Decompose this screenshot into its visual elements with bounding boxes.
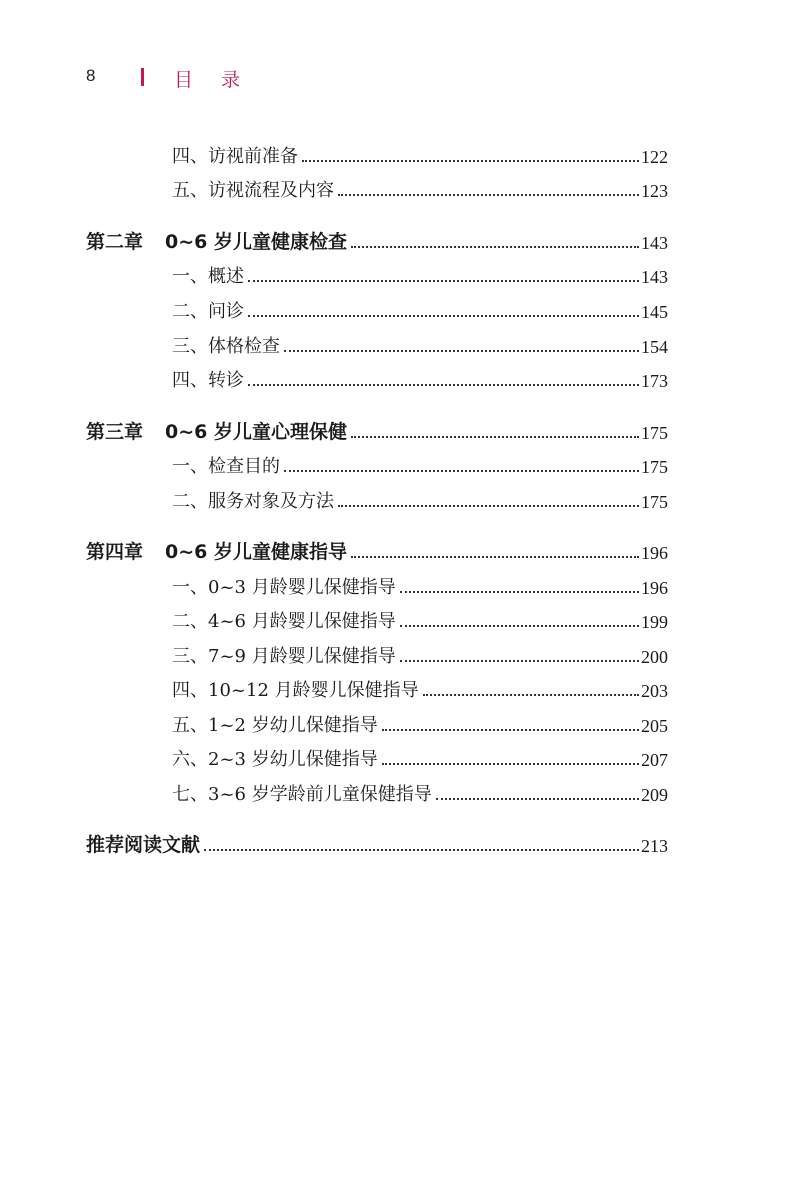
leader-dots [338,194,639,196]
toc-entry-page: 154 [641,337,668,357]
toc-entry-label: 一、0~3 月龄婴儿保健指导 [172,577,396,598]
toc-entry[interactable] [172,485,668,513]
toc-entry-page: 123 [641,181,668,201]
toc-entry[interactable] [172,709,668,737]
toc-entry-label: 四、转诊 [172,370,244,391]
toc-entry-page: 175 [641,457,668,477]
toc-entry-page: 175 [641,492,668,512]
toc-entry-page: 196 [641,543,668,563]
leader-dots [351,246,639,248]
toc-entry-label: 七、3~6 岁学龄前儿童保健指导 [172,784,432,805]
toc-entry-page: 207 [641,750,668,770]
toc-entry[interactable] [172,260,668,288]
toc-entry-page: 213 [641,836,668,856]
toc-chapter[interactable] [86,226,668,254]
leader-dots [204,849,639,851]
chapter-number: 第四章 [86,541,144,563]
leader-dots [400,591,639,593]
toc-entry-page: 173 [641,371,668,391]
toc-entry-page: 209 [641,785,668,805]
leader-dots [248,280,639,282]
chapter-number: 第二章 [86,231,144,253]
leader-dots [284,470,639,472]
toc-entry[interactable] [172,295,668,323]
toc-entry[interactable] [172,174,668,202]
toc-entry-label: 二、问诊 [172,301,244,322]
toc-entry-page: 199 [641,612,668,632]
leader-dots [248,315,639,317]
toc-entry-page: 200 [641,647,668,667]
leader-dots [400,660,639,662]
toc-entry[interactable] [172,778,668,806]
toc-entry-page: 205 [641,716,668,736]
leader-dots [382,763,639,765]
toc-references[interactable] [86,829,668,857]
toc-entry[interactable] [172,140,668,168]
toc-entry-label: 五、访视流程及内容 [172,180,334,201]
toc-entry-label: 三、7~9 月龄婴儿保健指导 [172,646,396,667]
toc-chapter[interactable] [86,416,668,444]
leader-dots [248,384,639,386]
toc-chapter[interactable] [86,536,668,564]
toc-entry-page: 175 [641,423,668,443]
chapter-title: 0~6 岁儿童健康检查 [165,231,347,253]
toc-entry[interactable] [172,450,668,478]
toc-entry-label: 六、2~3 岁幼儿保健指导 [172,749,378,770]
toc-entry-page: 143 [641,267,668,287]
toc-entry-label: 三、体格检查 [172,336,280,357]
references-title: 推荐阅读文献 [86,834,201,856]
toc-entry-label: 五、1~2 岁幼儿保健指导 [172,715,378,736]
toc-entry-label: 一、检查目的 [172,456,280,477]
toc-entry[interactable] [172,674,668,702]
leader-dots [423,694,639,696]
leader-dots [382,729,639,731]
chapter-title: 0~6 岁儿童健康指导 [165,541,347,563]
leader-dots [284,350,639,352]
toc-entry-page: 196 [641,578,668,598]
toc-entry[interactable] [172,571,668,599]
chapter-title: 0~6 岁儿童心理保健 [165,421,347,443]
toc-entry-page: 145 [641,302,668,322]
toc-entry[interactable] [172,364,668,392]
toc-entry-label: 二、服务对象及方法 [172,491,334,512]
toc-entry[interactable] [172,640,668,668]
leader-dots [338,505,639,507]
page-number: 8 [86,66,96,85]
toc-entry[interactable] [172,330,668,358]
leader-dots [302,160,639,162]
leader-dots [351,556,639,558]
header-title: 目录 [174,69,269,91]
header-accent-bar [141,68,144,86]
toc-entry-label: 四、访视前准备 [172,146,298,167]
toc-entry-label: 二、4~6 月龄婴儿保健指导 [172,611,396,632]
toc-entry-page: 143 [641,233,668,253]
toc-entry[interactable] [172,743,668,771]
toc-entry-page: 203 [641,681,668,701]
toc-entry-page: 122 [641,147,668,167]
leader-dots [400,625,639,627]
chapter-number: 第三章 [86,421,144,443]
leader-dots [436,798,639,800]
toc-entry-label: 一、概述 [172,266,244,287]
toc-entry-label: 四、10~12 月龄婴儿保健指导 [172,680,419,701]
toc-entry[interactable] [172,605,668,633]
leader-dots [351,436,639,438]
